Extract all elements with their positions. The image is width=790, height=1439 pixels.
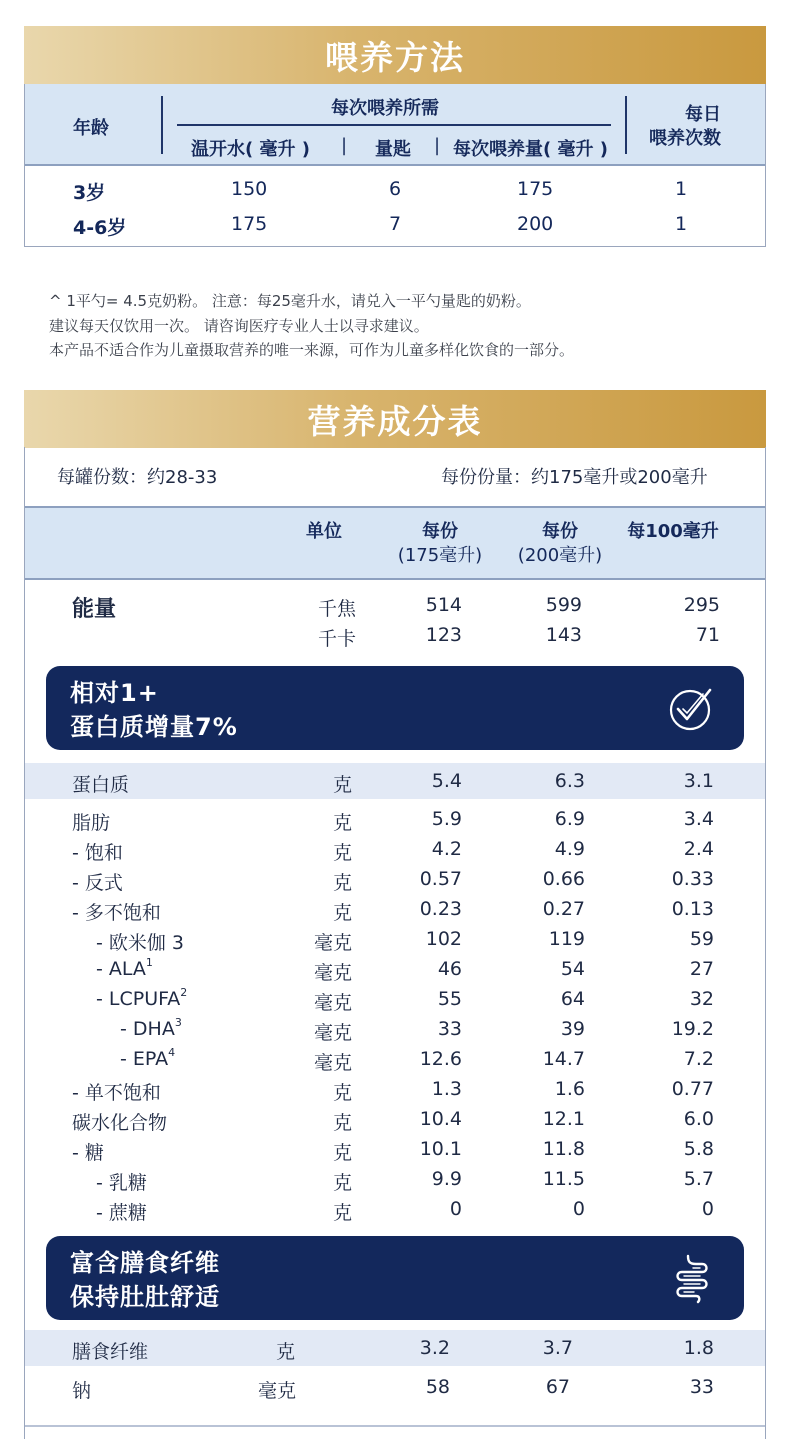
nutrient-name-text: - 多不饱和 bbox=[72, 902, 161, 924]
feeding-times: 1 bbox=[675, 178, 688, 200]
header-daily: 每日 bbox=[685, 104, 721, 125]
nutrient-name-text: - 糖 bbox=[72, 1142, 104, 1164]
nutrient-175: 0 bbox=[449, 1198, 462, 1220]
nutrient-name bbox=[72, 1138, 104, 1165]
feeding-age: 3岁 bbox=[73, 182, 106, 204]
feeding-table bbox=[24, 84, 766, 247]
feeding-title: 喂养方法 bbox=[325, 37, 465, 77]
nutrient-unit: 克 bbox=[333, 902, 353, 924]
fiber-banner-line2: 保持肚肚舒适 bbox=[70, 1283, 220, 1311]
energy-unit: 千卡 bbox=[318, 628, 357, 650]
nutrient-name bbox=[72, 808, 110, 835]
nutrient-200: 54 bbox=[560, 958, 585, 980]
nutrient-100: 2.4 bbox=[683, 838, 714, 860]
header-separator: | bbox=[341, 135, 348, 156]
nutrient-name-text: - 反式 bbox=[72, 872, 123, 894]
nutrient-100: 33 bbox=[689, 1376, 714, 1398]
nutrient-unit: 克 bbox=[333, 872, 353, 894]
nutrient-175: 9.9 bbox=[431, 1168, 462, 1190]
fiber-banner-text bbox=[70, 1246, 220, 1314]
footnote-marker: 2 bbox=[180, 986, 188, 999]
nutrient-name-text: 碳水化合物 bbox=[72, 1112, 168, 1134]
nutrient-name-text: - 单不饱和 bbox=[72, 1082, 161, 1104]
nutrient-name: 蛋白质 bbox=[72, 774, 130, 796]
energy-100: 71 bbox=[695, 624, 720, 646]
nutrient-unit: 克 bbox=[276, 1341, 296, 1363]
table-bottom-divider bbox=[25, 1425, 765, 1427]
nutrient-name: 钠 bbox=[72, 1380, 92, 1402]
nutrient-100: 0.33 bbox=[671, 868, 714, 890]
nutrition-title: 营养成分表 bbox=[307, 401, 483, 441]
protein-banner-line1: 相对1+ bbox=[70, 679, 159, 707]
energy-200: 143 bbox=[545, 624, 582, 646]
col-200 bbox=[508, 520, 612, 568]
nutrient-unit: 毫克 bbox=[314, 932, 353, 954]
protein-banner-line2: 蛋白质增量7% bbox=[70, 713, 238, 741]
nutrient-unit: 毫克 bbox=[258, 1380, 297, 1402]
nutrient-unit: 克 bbox=[333, 812, 353, 834]
nutrient-unit: 毫克 bbox=[314, 992, 353, 1014]
note-line: 本产品不适合作为儿童摄取营养的唯一来源，可作为儿童多样化饮食的一部分。 bbox=[49, 341, 575, 359]
nutrient-name-text: - LCPUFA bbox=[96, 988, 181, 1010]
nutrient-175: 33 bbox=[437, 1018, 462, 1040]
protein-banner bbox=[46, 666, 744, 750]
nutrient-200: 11.8 bbox=[542, 1138, 585, 1160]
nutrient-unit: 克 bbox=[333, 1172, 353, 1194]
header-amount: 每次喂养量( 毫升 ) bbox=[453, 139, 608, 160]
nutrient-name bbox=[96, 928, 184, 955]
nutrient-100: 32 bbox=[689, 988, 714, 1010]
energy-200: 599 bbox=[545, 594, 582, 616]
nutrient-175: 0.23 bbox=[419, 898, 462, 920]
nutrient-175: 58 bbox=[425, 1376, 450, 1398]
col-175-line2: (175毫升) bbox=[397, 545, 483, 566]
feeding-water: 175 bbox=[231, 213, 268, 235]
nutrient-unit: 克 bbox=[333, 1202, 353, 1224]
nutrient-175: 10.4 bbox=[419, 1108, 462, 1130]
header-divider bbox=[625, 96, 627, 154]
nutrition-title-bar bbox=[24, 390, 766, 448]
nutrient-name-text: - DHA bbox=[120, 1018, 175, 1040]
nutrient-name-text: 脂肪 bbox=[72, 812, 111, 834]
header-group: 每次喂养所需 bbox=[331, 98, 439, 119]
nutrient-100: 0 bbox=[701, 1198, 714, 1220]
protein-banner-text bbox=[70, 676, 238, 744]
header-age: 年龄 bbox=[73, 118, 109, 139]
col-175-line1: 每份 bbox=[422, 521, 458, 542]
nutrient-name bbox=[72, 1078, 161, 1105]
serving-size: 每份份量：约175毫升或200毫升 bbox=[441, 467, 708, 488]
nutrient-175: 0.57 bbox=[419, 868, 462, 890]
feeding-water: 150 bbox=[231, 178, 268, 200]
nutrient-200: 11.5 bbox=[542, 1168, 585, 1190]
nutrient-200: 14.7 bbox=[542, 1048, 585, 1070]
nutrient-unit: 克 bbox=[333, 1142, 353, 1164]
nutrient-200: 67 bbox=[545, 1376, 570, 1398]
note-line: 建议每天仅饮用一次。 请咨询医疗专业人士以寻求建议。 bbox=[49, 317, 429, 335]
nutrient-unit: 毫克 bbox=[314, 962, 353, 984]
nutrient-200: 0.66 bbox=[542, 868, 585, 890]
col-200-line1: 每份 bbox=[542, 521, 578, 542]
header-separator: | bbox=[434, 135, 441, 156]
nutrient-100: 3.1 bbox=[683, 770, 714, 792]
nutrient-unit: 克 bbox=[333, 774, 353, 796]
fiber-banner bbox=[46, 1236, 744, 1320]
nutrient-100: 0.77 bbox=[671, 1078, 714, 1100]
footnote-marker: 3 bbox=[174, 1016, 182, 1029]
nutrient-name-text: - 欧米伽 3 bbox=[96, 932, 185, 954]
servings-per-can: 每罐份数：约28-33 bbox=[57, 467, 218, 488]
nutrient-100: 5.8 bbox=[683, 1138, 714, 1160]
nutrient-175: 5.4 bbox=[431, 770, 462, 792]
header-group-underline bbox=[177, 124, 611, 126]
nutrient-name bbox=[96, 1168, 147, 1195]
nutrient-name bbox=[96, 1198, 147, 1225]
nutrient-100: 5.7 bbox=[683, 1168, 714, 1190]
energy-label: 能量 bbox=[72, 597, 117, 622]
nutrient-175: 55 bbox=[437, 988, 462, 1010]
header-divider bbox=[161, 96, 163, 154]
nutrient-name bbox=[72, 838, 123, 865]
fiber-banner-line1: 富含膳食纤维 bbox=[70, 1249, 220, 1277]
nutrient-200: 6.3 bbox=[554, 770, 585, 792]
header-scoop: 量匙 bbox=[375, 139, 411, 160]
nutrient-200: 3.7 bbox=[542, 1337, 573, 1359]
nutrient-175: 5.9 bbox=[431, 808, 462, 830]
nutrient-name bbox=[120, 1048, 175, 1070]
nutrient-name bbox=[72, 898, 161, 925]
nutrient-unit: 毫克 bbox=[314, 1052, 353, 1074]
nutrient-175: 12.6 bbox=[419, 1048, 462, 1070]
nutrient-200: 12.1 bbox=[542, 1108, 585, 1130]
col-200-line2: (200毫升) bbox=[517, 545, 603, 566]
nutrient-name-text: - 乳糖 bbox=[96, 1172, 147, 1194]
nutrient-175: 10.1 bbox=[419, 1138, 462, 1160]
nutrient-175: 102 bbox=[425, 928, 462, 950]
nutrient-unit: 克 bbox=[333, 842, 353, 864]
nutrient-name bbox=[96, 988, 187, 1010]
energy-unit: 千焦 bbox=[318, 598, 357, 620]
energy-175: 123 bbox=[425, 624, 462, 646]
nutrient-100: 27 bbox=[689, 958, 714, 980]
nutrient-100: 59 bbox=[689, 928, 714, 950]
energy-100: 295 bbox=[683, 594, 720, 616]
nutrient-name bbox=[96, 958, 153, 980]
col-unit: 单位 bbox=[306, 521, 342, 542]
intestine-icon bbox=[666, 1252, 718, 1304]
nutrient-100: 7.2 bbox=[683, 1048, 714, 1070]
nutrient-name bbox=[72, 868, 123, 895]
header-daily-times: 喂养次数 bbox=[649, 128, 721, 149]
nutrient-name bbox=[120, 1018, 182, 1040]
nutrient-100: 1.8 bbox=[683, 1337, 714, 1359]
footnote-marker: 4 bbox=[168, 1046, 176, 1059]
feeding-times: 1 bbox=[675, 213, 688, 235]
check-badge-icon bbox=[666, 682, 718, 734]
nutrient-unit: 毫克 bbox=[314, 1022, 353, 1044]
nutrient-175: 3.2 bbox=[419, 1337, 450, 1359]
feeding-age: 4-6岁 bbox=[73, 217, 127, 239]
nutrient-100: 19.2 bbox=[671, 1018, 714, 1040]
nutrient-100: 3.4 bbox=[683, 808, 714, 830]
nutrient-175: 4.2 bbox=[431, 838, 462, 860]
header-water: 温开水( 毫升 ) bbox=[191, 139, 310, 160]
col-100: 每100毫升 bbox=[627, 521, 719, 542]
nutrient-200: 119 bbox=[548, 928, 585, 950]
nutrient-name: 膳食纤维 bbox=[72, 1341, 149, 1363]
nutrient-200: 6.9 bbox=[554, 808, 585, 830]
nutrient-unit: 克 bbox=[333, 1082, 353, 1104]
nutrient-200: 4.9 bbox=[554, 838, 585, 860]
nutrient-200: 1.6 bbox=[554, 1078, 585, 1100]
nutrient-name-text: - 蔗糖 bbox=[96, 1202, 147, 1224]
nutrient-175: 1.3 bbox=[431, 1078, 462, 1100]
nutrient-200: 0.27 bbox=[542, 898, 585, 920]
nutrient-100: 0.13 bbox=[671, 898, 714, 920]
energy-175: 514 bbox=[425, 594, 462, 616]
nutrient-175: 46 bbox=[437, 958, 462, 980]
feeding-amount: 175 bbox=[517, 178, 554, 200]
nutrient-200: 64 bbox=[560, 988, 585, 1010]
nutrient-100: 6.0 bbox=[683, 1108, 714, 1130]
nutrient-name bbox=[72, 1108, 167, 1135]
nutrient-name-text: - ALA bbox=[96, 958, 146, 980]
footnote-marker: 1 bbox=[145, 956, 153, 969]
feeding-amount: 200 bbox=[517, 213, 554, 235]
feeding-title-bar bbox=[24, 26, 766, 84]
nutrient-200: 39 bbox=[560, 1018, 585, 1040]
note-line: ^ 1平勺= 4.5克奶粉。 注意：每25毫升水，请兑入一平勺量匙的奶粉。 bbox=[49, 292, 531, 310]
feeding-scoop: 7 bbox=[389, 213, 402, 235]
nutrient-name-text: - 饱和 bbox=[72, 842, 123, 864]
nutrient-name-text: - EPA bbox=[120, 1048, 169, 1070]
feeding-scoop: 6 bbox=[389, 178, 402, 200]
col-175 bbox=[388, 520, 492, 568]
nutrient-200: 0 bbox=[572, 1198, 585, 1220]
nutrient-unit: 克 bbox=[333, 1112, 353, 1134]
